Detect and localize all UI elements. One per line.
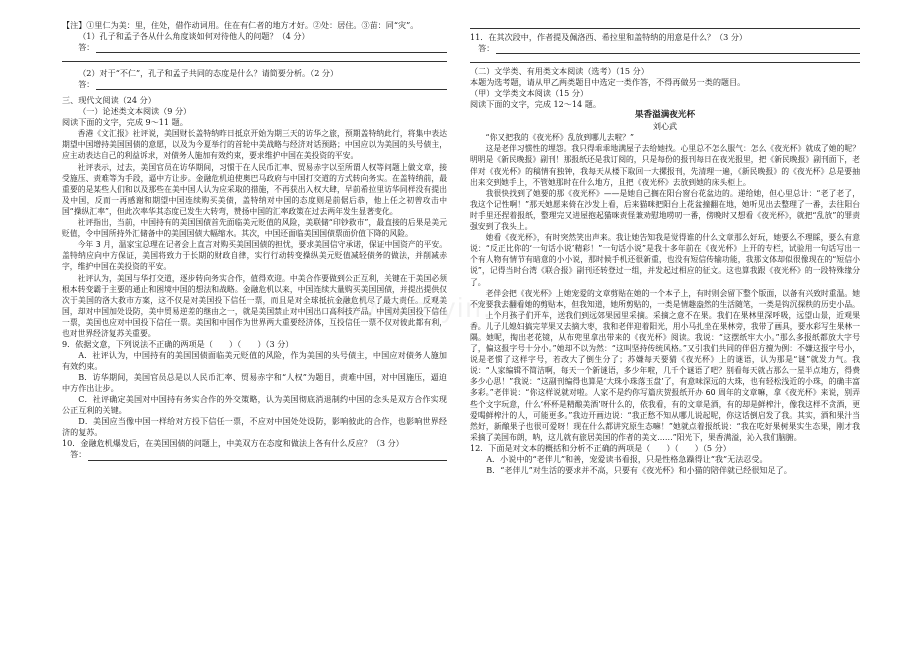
question-10: 10．金融危机爆发后，在美国国债的问题上，中美双方在态度和做法上各有什么反应？（3 分） bbox=[62, 438, 404, 449]
q12-option-a[interactable]: A．小说中的“老伴儿”和善，宠爱读书看报，只是性格急躁得让“我”无法忍受。 bbox=[486, 453, 768, 464]
question-9: 9．依据文意，下列说法不正确的两项是（ ）（ ）（3 分） bbox=[62, 339, 294, 350]
article-paragraph: 今年 3 月，温家宝总理在记者会上直言对购买美国国债的担忧，要求美国信守承诺，保证中国资产的平安。盖特纳应向中方保证，美国将致力于长期的财政自律，实行行动转变操纵美元贬值减轻债务的做法，并削减赤字，维护中国在美投资的平安。 bbox=[62, 240, 447, 272]
q9-option-d[interactable]: D．美国应当像中国一样给对方投下信任一票，不应对中国处处设防，影响彼此的合作，也影响世界经济的复苏。 bbox=[62, 416, 447, 438]
article-paragraph: 社评认为，美国与华打交道，逐步转向务实合作，值得欢迎。中美合作要做到公正互利，关键在于美国必须根本转变霸于主要的通止和困境中国的想法和战略。金融危机以来，中国连续大量购买美国国债，并提出提供仅次于美国的洛大救市方案，这不仅是对美国投下信任一票，而且是对全球抵抗金融危机尽了最大责任。反观美国，却对中国加处设防，美中贸易逆差的继由之一，就是美国禁止对中国出口高科技产品。中国对美国投下信任一票，美国也应对中国投下信任一票。美国和中国作为世界两大重要经济体，互投信任一票不仅对彼此都有利，也对世界经济复苏关重要。 bbox=[62, 273, 447, 338]
story-title: 果香溢满夜光杯 bbox=[634, 110, 696, 121]
annotation-note: 【注】①里仁为美：里，住处，借作动词用。住在有仁者的地方才好。②处：居住。③苗：同“灾”。 bbox=[62, 20, 419, 30]
section-instructions: 本题为选考题，请从甲乙两类题目中选定一类作答，不得再做另一类的题目。 bbox=[470, 77, 746, 88]
section-a-heading: （甲）文学类文本阅读（15 分） bbox=[470, 88, 589, 99]
question-11: 11．在其次段中，作者提及佩洛西、希拉里和盖特纳的用意是什么？（3 分） bbox=[470, 32, 748, 42]
section-heading-literature: （二）文学类、有用类文本阅读（选考）（15 分） bbox=[470, 66, 649, 77]
question-12: 12．下面是对文本的概括和分析不正确的两项是（ ）（ ）（5 分） bbox=[470, 442, 731, 453]
story-paragraph: 这是老伴习惯性的埋怨。我只得乖乖地满屋子去给她找。心里总不怎么服气：怎么《夜光杯》就成了她的呢？明明是《新民晚报》副刊！那报纸还是我订阅的，只是每份的报刊每日在夜光报里，把《新民晚报》副刊面下，老伴对《夜光杯》的稿情有独钟，我每天从楼下取回一大摞报刊，先清理一遍，《新民晚报》的《夜光杯》总是要抽出来交到她手上，不管她那时在什么地方，且把《夜光杯》去放到她的床头柜上。 bbox=[470, 144, 860, 187]
answer-line-q2[interactable]: 答： bbox=[62, 79, 447, 90]
answer-line-q11[interactable]: 答： bbox=[470, 43, 860, 54]
story-author: 刘心武 bbox=[652, 121, 678, 132]
question-2: （2）对于“不仁”，孔子和孟子共同的态度是什么？请简要分析。（2 分） bbox=[78, 68, 339, 79]
story-paragraph: 老伴会把《夜光杯》上她宠爱的文章剪贴在她的一个本子上，有时则会留下整个版面，以备有兴致时重温。她不宠要我去翻看她的剪贴本，但我知道，她所剪贴的，一类是情趣盎然的生活随笔，一类是钩沉探秩的历史小品。 bbox=[470, 288, 860, 309]
left-column bbox=[62, 20, 447, 461]
watermark: www.ziyin.com bbox=[342, 292, 552, 323]
q9-option-c[interactable]: C．社评确定美国对中国持有务实合作的外交策略，认为美国彻底消退制约中国的念头是双方合作实现公正互利的关键。 bbox=[62, 394, 447, 416]
article-paragraph: 社评表示，过去，美国官员在访华期间，习惯于在人民币汇率、贸易赤字以至所谓人权等问题上做文章，接受施压、责难等为手段，逼中方让步。金融危机迫使奥巴马政府与中国打交道的方式转向务实。在盖特纳前，最重要的是某些人们和以及那些在美中国人认为应采取的措施，不再获出入权大肆，早前希拉里访华同样没有提出及中国，反而一再感谢和期望中国连续购买美债，盖特纳对中国的态度则是前倨后恭，他上任之初曾攻击中国“操纵汇率”，但此次率华其态度已发生大转弯，赞扬中国的汇率政策在过去两年发生显著变化。 bbox=[62, 162, 447, 216]
story-paragraph: 上个月孩子们开车，送我们到远郊果园里采摘。采摘之意不在果。我们在果林里深呼吸，远望山景，近观果香。儿子儿媳妇搞完苹果又去摘大枣，我和老伴迎着阳光，用小马扎坐在果林旁，我带了画具，要水彩写生果林一隅。她呢，掏出老花镜，从布兜里拿出带来的《夜光杯》阅读。我说：“这摆纸牢大小。”那么多报纸都放大字号了，偏这报字号十分小。”她却不以为然：“这叫坚持传统风格。”又引我们共同的伴侣方擅为例：不嫌这报字号小，说是老惯了这样字号，若改大了倒生分了；苏嫌每天要猜《夜光杯》上的谜语，认为那是“谜”就发力气。我说：“人家编辑不简洁啊，每天一个新谜语，多少年啦，几千个谜语了吧？别看每天就占那么一星半点地方，得费多少心思！”我说：“这副刊编得也算是‘大珠小珠落玉盘’了，有意味深远的大珠，也有轻松浅近的小珠，的确丰富多彩。”老伴说：“你这样说就对啦。人家不是约你写篇庆贺报纸开办 60 周年的文章嘛，拿《夜光杯》来说，别弄些个文字玩意，什么‘杯杯是精酿美酒’呀什么的，依我看，有的文章是酒，有的却是鲜榨汁，像我这样不贪酒，更爱喝鲜榨汁的人，可能更多。”我边开画边说：“我正愁不知从哪儿说起呢，你这话倒启发了我。其实，酒和果汁当然好，新酿果子也很可爱呀！现在什么都讲究原生态嘛！”她就点着报纸说：“我在吃好果树果实生态果，刚才我采摘了美国布朗，呐，这儿就有旅居美国的作者的美文……”阳光下，果香满溢，沁入我们脑腑。 bbox=[470, 310, 860, 442]
subsection-heading: （一）论述类文本阅读（9 分） bbox=[78, 106, 192, 117]
reading-instructions: 阅读下面的文字，完成 9～11 题。 bbox=[62, 117, 188, 128]
story-paragraph: 她看《夜光杯》，有时突然笑出声来。我让她告知我是觉得谁的什么文章那么好玩，她要么不理睬，要么有意说：“反正比你的‘一句话小说’精彩！”一句话小说”是我十多年前在《夜光杯》上开的专栏，试验用一句话写出一个有人物有情节有暗意的小小说，那时候手机还很新重，也没有短信传输功能，我那文体却似很像现在的“短信小说”，记得当时台湾《联合报》副刊还转登过一组，并发起过相应的征文。这也算我跟《夜光杯》的一段特殊缘分了。 bbox=[470, 233, 860, 287]
question-1: （1）孔子和孟子各从什么角度谈如何对待他人的问题？（4 分） bbox=[78, 31, 310, 42]
article-paragraph: 社评指出，当前，中国持有的美国国债首先面临美元贬值的风险，美联储“印钞救市”，最直接的后果是美元贬值，令中国所持外汇储备中的美国国债大幅缩水。其次，中国还面临美国国债票面价值下降的风险。 bbox=[62, 218, 447, 239]
section-heading: 三、现代文阅读（24 分） bbox=[62, 95, 156, 106]
story-paragraph: 我很快找到了她要的那《夜光杯》——是她自己搁在阳台窗台花盆边的。递给她，但心里总计：“老了老了，我这个记性啊！”那天她愿来倚在沙发上看，后来猫咪把阳台上花盆撞翻在地，她听见出去整理了一番，去往阳台时手里还捏着报纸，整理完又进屋抱起猫咪责怪兼劝慰地唠叨一番，傍晚时又想看《夜光杯》，就把“乱放”的罪责强安到了我头上。 bbox=[470, 188, 860, 232]
article-paragraph: 香港《文汇报》社评说，美国财长盖特纳昨日抵京开始为期三天的访华之旅，预期盖特纳此行，将集中表达期望中国增持美国国债的意愿，以及为今夏举行的首轮中美战略与经济对话预路；中国应以为美国的头号债主，应主动表达自己的利益诉求，对债务人施加有效约束，要求维护中国在美投资的平安。 bbox=[62, 129, 447, 161]
answer-line-q1[interactable]: 答： bbox=[62, 42, 447, 53]
right-column bbox=[470, 20, 860, 476]
answer-line-q10[interactable]: 答： bbox=[62, 450, 447, 461]
q9-option-b[interactable]: B．访华期间，美国官员总是以人民币汇率、贸易赤字和“人权”为题目，责难中国，对中国施压，逼迫中方作出让步。 bbox=[62, 372, 447, 394]
answer-line-q1-2[interactable] bbox=[62, 53, 447, 62]
answer-line-q11-2[interactable] bbox=[470, 54, 860, 63]
q9-option-a[interactable]: A．社评认为，中国持有的美国国债面临美元贬值的风险，作为美国的头号债主，中国应对债务人施加有效约束。 bbox=[62, 350, 447, 372]
answer-line-top[interactable] bbox=[470, 20, 860, 29]
story-paragraph: “你又把我的《夜光杯》乱放到哪儿去啦？” bbox=[485, 133, 635, 143]
q12-option-b[interactable]: B．“老伴儿”对生活的要求并不高，只要有《夜光杯》和小猫的陪伴就已经很知足了。 bbox=[486, 465, 792, 475]
section-a-instructions: 阅读下面的文字，完成 12～14 题。 bbox=[470, 99, 601, 110]
